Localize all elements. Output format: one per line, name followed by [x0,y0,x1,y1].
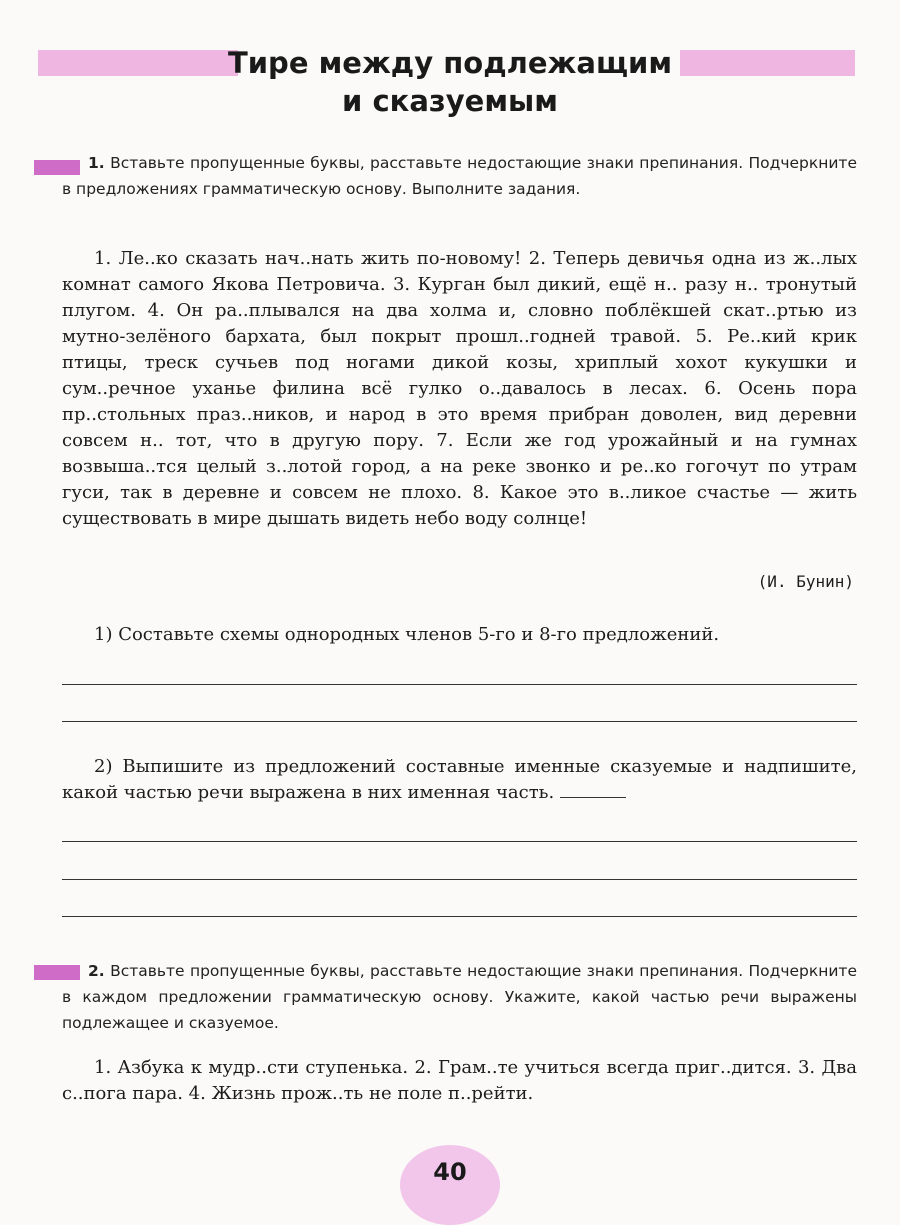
task2-text: 1. Азбука к мудр..сти ступенька. 2. Грам..те учиться всегда приг..дится. 3. Два с..пога пара. 4. Жизнь прож..ть не поле п..рейти. [62,1057,857,1104]
page-title [0,44,900,120]
task2-number: 2. [88,962,105,980]
page-title-line1: Тире между подлежащим [227,46,673,80]
task1-instruction [62,150,857,202]
page-number: 40 [433,1158,467,1186]
answer-line[interactable] [62,879,857,880]
page-title-line2: и сказуемым [342,84,558,118]
task2-instruction [62,958,857,1036]
task2-instruction-text: Вставьте пропущенные буквы, расставьте недостающие знаки препинания. Подчеркните в каждом предложении грамматическую основу. Укажите, какой частью речи выражены подлежащее и сказуемое. [62,962,857,1032]
answer-line[interactable] [62,841,857,842]
answer-line[interactable] [62,916,857,917]
task1-author: (И. Бунин) [757,572,854,591]
answer-line[interactable] [62,684,857,685]
task1-assignment1: 1) Составьте схемы однородных членов 5-го и 8-го предложений. [94,624,720,645]
task1-assignment2 [62,754,857,806]
task1-number: 1. [88,154,105,172]
task1-assignment2-text: 2) Выпишите из предложений составные именные сказуемые и надпишите, какой частью речи выражена в них именная часть. [62,756,857,803]
answer-line[interactable] [62,721,857,722]
answer-line-inline[interactable] [560,783,626,798]
task1-text: 1. Ле..ко сказать нач..нать жить по-новому! 2. Теперь девичья одна из ж..лых комнат самого Якова Петровича. 3. Курган был дикий, ещё н.. разу н.. тронутый плугом. 4. Он ра..плывался на два холма и, словно поблёкшей скат..ртью из мутно-зелёного бархата, был покрыт прошл..годней травой. 5. Ре..кий крик птицы, треск сучьев под ногами дикой козы, хриплый хохот кукушки и сум..речное уханье филина всё гулко о..давалось в лесах. 6. Осень пора пр..стольных праз..ников, и народ в это время прибран доволен, вид деревни совсем н.. тот, что в другую пору. 7. Если же год урожайный и на гумнах возвыша..тся целый з..лотой город, а на реке звонко и ре..ко гогочут по утрам гуси, так в деревне и совсем не плохо. 8. Какое это в..ликое счастье — жить существовать в мире дышать видеть небо воду солнце! [62,248,857,529]
task1-instruction-text: Вставьте пропущенные буквы, расставьте недостающие знаки препинания. Подчеркните в предложениях грамматическую основу. Выполните задания. [62,154,857,198]
